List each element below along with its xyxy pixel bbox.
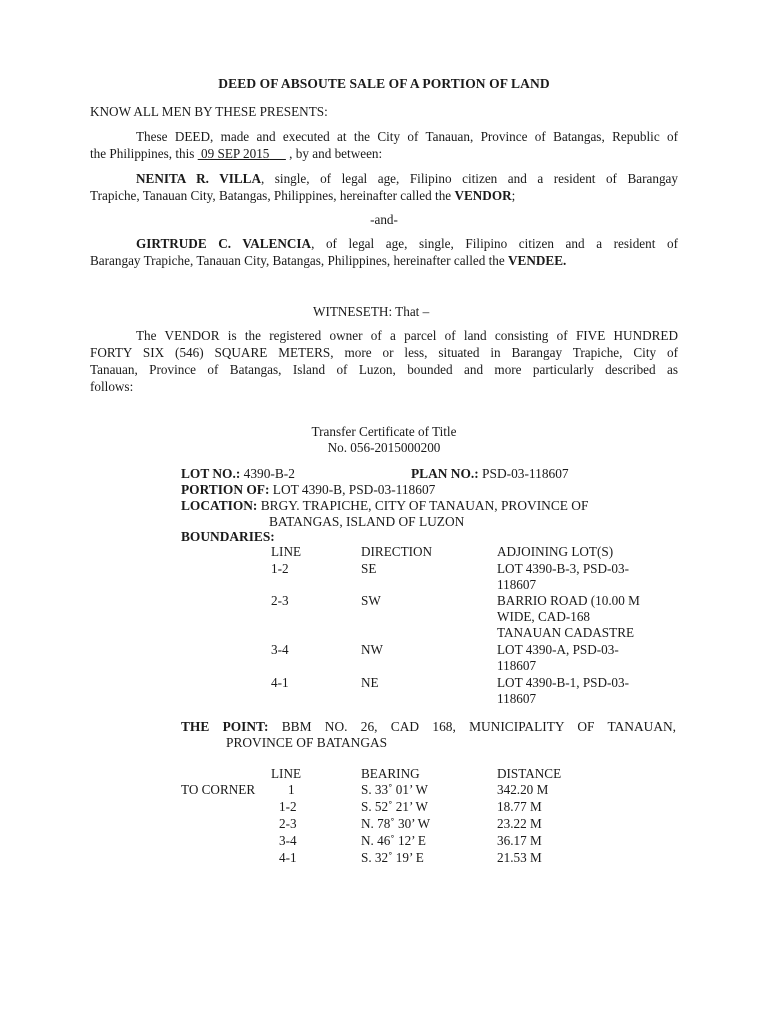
vendee-line-1: GIRTRUDE C. VALENCIA, of legal age, single, Filipino citizen and a resident of bbox=[136, 236, 678, 251]
portion-value: LOT 4390-B, PSD-03-118607 bbox=[269, 482, 436, 497]
boundary-row-adjoining: LOT 4390-B-3, PSD-03- bbox=[497, 561, 629, 576]
bearing-row-bearing: N. 46˚ 12’ E bbox=[361, 833, 426, 848]
bearing-row-distance: 342.20 M bbox=[497, 782, 549, 797]
document-title: DEED OF ABSOUTE SALE OF A PORTION OF LAND bbox=[218, 76, 550, 91]
tct-label: Transfer Certificate of Title bbox=[311, 424, 457, 439]
boundary-row-line: 2-3 bbox=[271, 593, 289, 608]
point-label: THE POINT: bbox=[181, 719, 269, 734]
description-line-1: The VENDOR is the registered owner of a parcel of land consisting of FIVE HUNDRED bbox=[136, 328, 678, 343]
and-separator: -and- bbox=[370, 212, 398, 227]
boundaries-header-line: LINE bbox=[271, 544, 302, 559]
boundary-row-adjoining: WIDE, CAD-168 bbox=[497, 609, 591, 624]
portion-of bbox=[181, 482, 435, 499]
boundary-row-adjoining: LOT 4390-A, PSD-03- bbox=[497, 642, 619, 657]
bearing-row-line: 2-3 bbox=[279, 816, 297, 831]
execution-date: 09 SEP 2015 bbox=[201, 146, 270, 161]
bearing-row-bearing: N. 78˚ 30’ W bbox=[361, 816, 431, 831]
lot-no-value: 4390-B-2 bbox=[240, 466, 295, 481]
boundary-row-adjoining: TANAUAN CADASTRE bbox=[497, 625, 635, 640]
bearing-row-line: 1 bbox=[288, 782, 295, 797]
location bbox=[181, 498, 588, 515]
bearings-header-line: LINE bbox=[271, 766, 302, 781]
plan-no-label: PLAN NO.: bbox=[411, 466, 479, 481]
boundary-row-adjoining: 118607 bbox=[497, 577, 537, 592]
boundary-row-direction: SW bbox=[361, 593, 381, 608]
boundary-row-adjoining: 118607 bbox=[497, 658, 537, 673]
vendor-line-1: NENITA R. VILLA, single, of legal age, Filipino citizen and a resident of Barangay bbox=[136, 171, 678, 186]
bearing-row-line: 3-4 bbox=[279, 833, 297, 848]
point-line-2: PROVINCE OF BATANGAS bbox=[226, 735, 388, 750]
portion-label: PORTION OF: bbox=[181, 482, 270, 497]
boundary-row-line: 1-2 bbox=[271, 561, 289, 576]
location-value-2: BATANGAS, ISLAND OF LUZON bbox=[269, 514, 465, 529]
greeting: KNOW ALL MEN BY THESE PRESENTS: bbox=[90, 104, 328, 119]
description-line-2: FORTY SIX (546) SQUARE METERS, more or less, situated in Barangay Trapiche, City of bbox=[90, 345, 678, 360]
bearing-row-distance: 21.53 M bbox=[497, 850, 542, 865]
description-line-4: follows: bbox=[90, 379, 134, 394]
vendee-line-2: Barangay Trapiche, Tanauan City, Batangas, Philippines, hereinafter called the VENDEE. bbox=[90, 253, 567, 268]
lot-no-label: LOT NO.: bbox=[181, 466, 241, 481]
witnesseth-heading: WITNESETH: That – bbox=[313, 304, 430, 319]
bearing-row-distance: 36.17 M bbox=[497, 833, 542, 848]
point-value-1: BBM NO. 26, CAD 168, MUNICIPALITY OF TANAUAN, bbox=[268, 719, 677, 734]
boundary-row-adjoining: LOT 4390-B-1, PSD-03- bbox=[497, 675, 629, 690]
vendor-name: NENITA R. VILLA bbox=[136, 171, 261, 186]
plan-number bbox=[411, 466, 569, 483]
point-line-1 bbox=[181, 719, 676, 736]
boundaries-header-direction: DIRECTION bbox=[361, 544, 433, 559]
vendor-role: VENDOR bbox=[454, 188, 512, 203]
intro-line-1: These DEED, made and executed at the City of Tanauan, Province of Batangas, Republic of bbox=[136, 129, 678, 144]
vendee-role: VENDEE. bbox=[508, 253, 567, 268]
bearing-row-bearing: S. 32˚ 19’ E bbox=[361, 850, 424, 865]
location-label: LOCATION: bbox=[181, 498, 258, 513]
boundary-row-line: 3-4 bbox=[271, 642, 289, 657]
bearing-row-distance: 18.77 M bbox=[497, 799, 542, 814]
lot-number bbox=[181, 466, 295, 483]
intro-line-2-start: the Philippines, this bbox=[90, 146, 198, 161]
bearing-row-line: 1-2 bbox=[279, 799, 297, 814]
to-corner-label: TO CORNER bbox=[181, 782, 256, 797]
boundaries-label: BOUNDARIES: bbox=[181, 529, 275, 544]
boundary-row-line: 4-1 bbox=[271, 675, 289, 690]
intro-line-2-end: , by and between: bbox=[285, 146, 383, 161]
boundary-row-adjoining: BARRIO ROAD (10.00 M bbox=[497, 593, 640, 608]
description-line-3: Tanauan, Province of Batangas, Island of Luzon, bounded and more particularly described as bbox=[90, 362, 678, 377]
location-value-1: BRGY. TRAPICHE, CITY OF TANAUAN, PROVINCE OF bbox=[257, 498, 589, 513]
vendor-line-2: Trapiche, Tanauan City, Batangas, Philippines, hereinafter called the VENDOR; bbox=[90, 188, 516, 203]
bearing-row-distance: 23.22 M bbox=[497, 816, 542, 831]
boundary-row-direction: SE bbox=[361, 561, 377, 576]
boundary-row-direction: NW bbox=[361, 642, 383, 657]
vendee-name: GIRTRUDE C. VALENCIA bbox=[136, 236, 312, 251]
bearing-row-bearing: S. 52˚ 21’ W bbox=[361, 799, 428, 814]
tct-number: No. 056-2015000200 bbox=[327, 440, 441, 455]
bearings-header-distance: DISTANCE bbox=[497, 766, 562, 781]
intro-line-2 bbox=[90, 145, 382, 162]
boundary-row-adjoining: 118607 bbox=[497, 691, 537, 706]
boundary-row-direction: NE bbox=[361, 675, 379, 690]
boundaries-header-adjoining: ADJOINING LOT(S) bbox=[497, 544, 614, 559]
bearing-row-bearing: S. 33˚ 01’ W bbox=[361, 782, 428, 797]
bearing-row-line: 4-1 bbox=[279, 850, 297, 865]
bearings-header-bearing: BEARING bbox=[361, 766, 420, 781]
plan-no-value: PSD-03-118607 bbox=[478, 466, 569, 481]
